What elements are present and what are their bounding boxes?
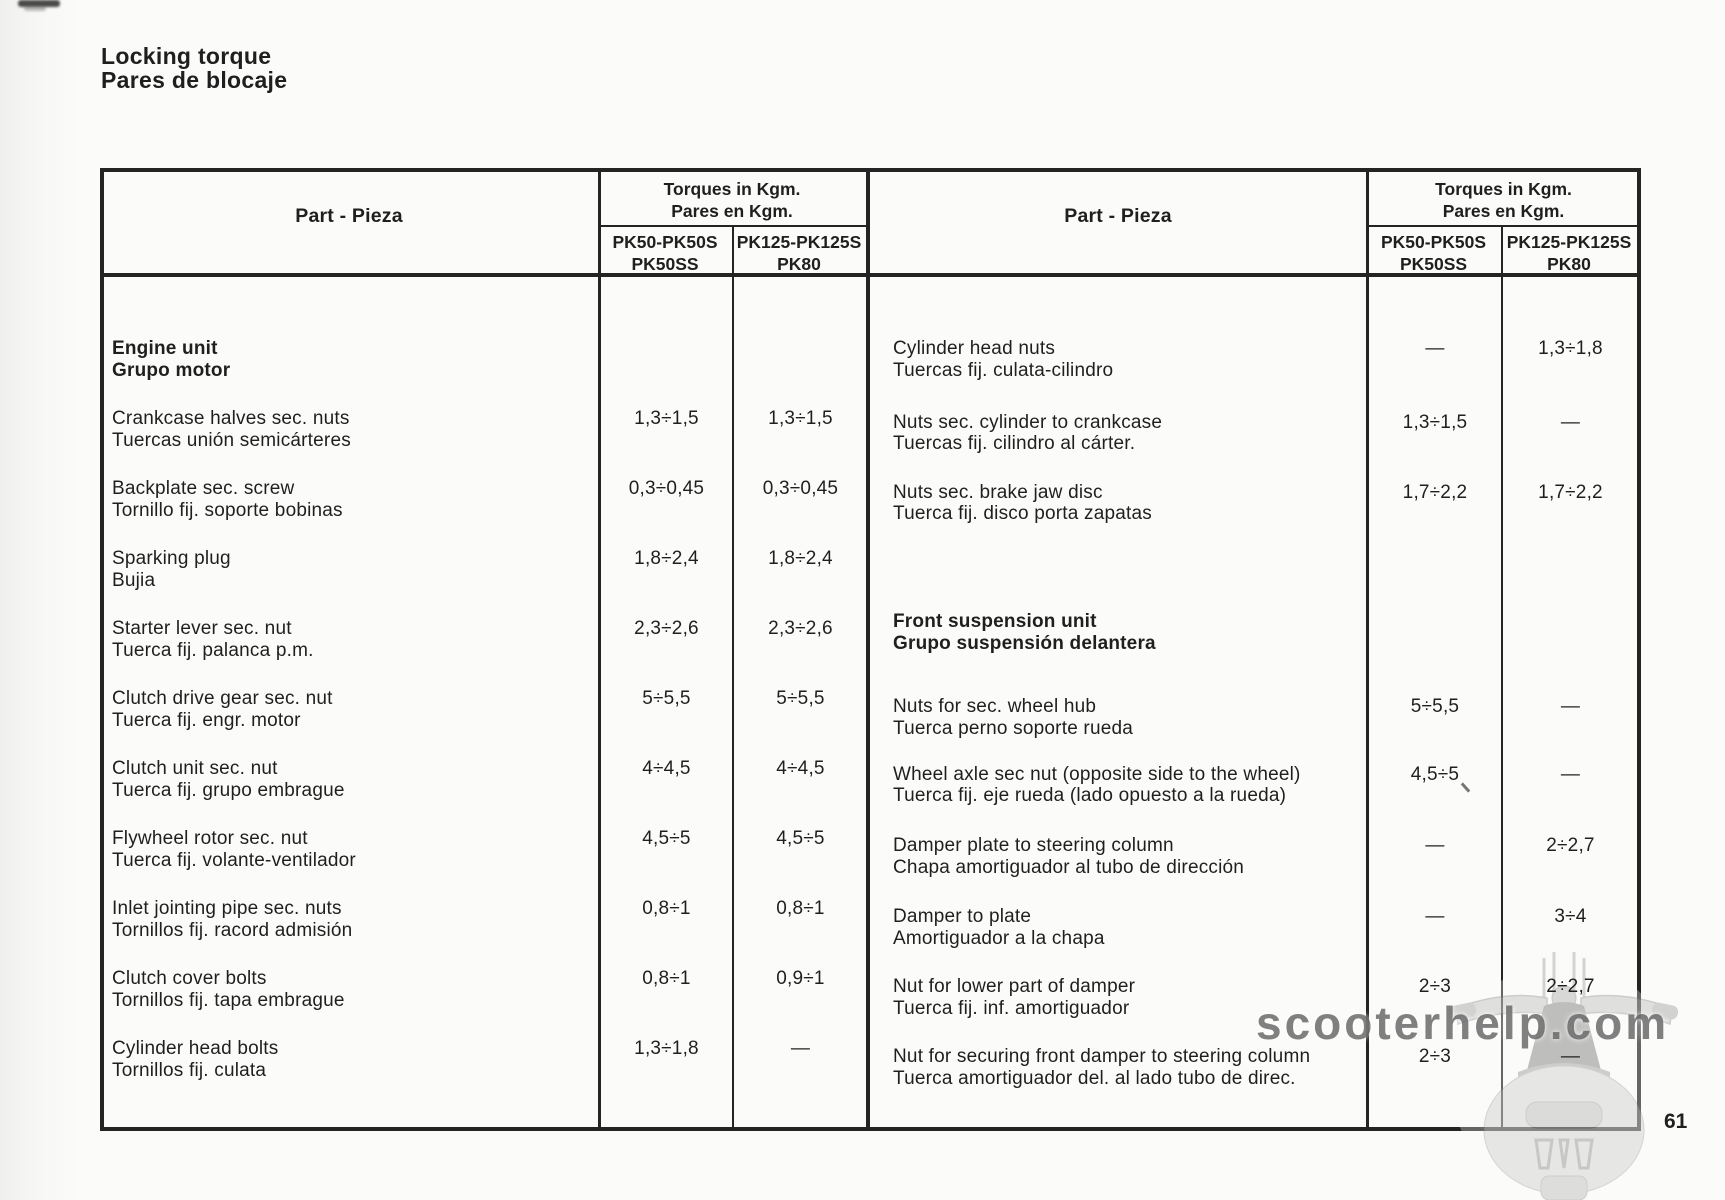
table-row-part	[112, 408, 584, 451]
table-row-part	[893, 764, 1373, 807]
torque-value-pk125-pk80: 0,8÷1	[776, 898, 825, 919]
part-name-en: Wheel axle sec nut (opposite side to the wheel)	[893, 763, 1301, 785]
header-divider	[598, 225, 870, 227]
part-name-es: Chapa amortiguador al tubo de dirección	[893, 856, 1245, 878]
part-column-header: Part - Pieza	[295, 205, 403, 227]
table-row-part	[112, 1038, 584, 1081]
torque-value-pk50-pk50s: 5÷5,5	[1410, 696, 1460, 718]
table-row-part	[112, 618, 584, 661]
torque-value-pk125-pk80: 0,3÷0,45	[762, 478, 839, 499]
table-row-part	[893, 906, 1373, 949]
table-border-top	[100, 168, 1640, 172]
torque-value-pk125-pk80: —	[1560, 1046, 1581, 1068]
part-name-en: Flywheel rotor sec. nut	[112, 828, 308, 849]
table-border-left	[100, 168, 104, 1131]
part-name-en: Crankcase halves sec. nuts	[112, 408, 350, 429]
torque-value-pk125-pk80: 3÷4	[1554, 906, 1587, 928]
torque-value-pk125-pk80: 4,5÷5	[776, 828, 825, 849]
model-header-pk125	[732, 231, 866, 275]
part-name-en: Sparking plug	[112, 548, 231, 569]
part-name-es: Amortiguador a la chapa	[893, 927, 1105, 949]
torque-value-pk125-pk80: 2,3÷2,6	[768, 618, 833, 639]
part-name-en: Damper plate to steering column	[893, 835, 1174, 856]
torque-value-pk125-pk80: 2÷2,7	[1546, 976, 1595, 998]
part-name-en: Inlet jointing pipe sec. nuts	[112, 898, 342, 919]
model-header-line: PK50SS	[1399, 254, 1468, 274]
scan-smudge	[24, 6, 46, 11]
part-name-es: Tuercas unión semicárteres	[112, 429, 351, 451]
torque-value-pk50-pk50s: 0,3÷0,45	[628, 478, 705, 499]
torque-value-pk50-pk50s: 2,3÷2,6	[634, 618, 699, 639]
page-number: 61	[1664, 1110, 1688, 1133]
part-name-en: Nuts sec. cylinder to crankcase	[893, 411, 1163, 433]
model-header-pk50	[598, 231, 732, 275]
part-name-es: Grupo motor	[112, 359, 231, 381]
table-row-part	[893, 338, 1373, 381]
torque-value-pk50-pk50s: 1,8÷2,4	[634, 548, 699, 569]
torque-value-pk125-pk80: 1,3÷1,8	[1538, 338, 1603, 359]
part-name-en: Nuts for sec. wheel hub	[893, 696, 1097, 718]
watermark-text: scooterhelp.com	[1256, 997, 1670, 1049]
part-name-es: Tornillos fij. racord admisión	[112, 919, 353, 941]
part-name-en: Engine unit	[112, 338, 218, 359]
part-name-es: Tuerca perno soporte rueda	[893, 717, 1134, 739]
table-row-part	[112, 968, 584, 1011]
page-title-es: Pares de blocaje	[101, 67, 288, 93]
part-name-es: Tuercas fij. cilindro al cárter.	[893, 433, 1136, 454]
torque-value-pk50-pk50s: 4÷4,5	[642, 758, 691, 779]
part-name-es: Tuerca fij. disco porta zapatas	[893, 503, 1152, 524]
part-name-es: Tuerca amortiguador del. al lado tubo de direc.	[893, 1067, 1296, 1089]
torques-header-es: Pares en Kgm.	[1442, 201, 1565, 221]
table-row-part	[893, 696, 1373, 739]
part-name-es: Tuerca fij. engr. motor	[112, 709, 301, 731]
torque-value-pk50-pk50s: 4,5÷5	[1410, 763, 1460, 785]
torque-value-pk125-pk80: —	[1560, 411, 1581, 433]
table-row-part	[112, 898, 584, 941]
table-row-part	[112, 548, 584, 591]
torque-value-pk125-pk80: 1,8÷2,4	[768, 548, 833, 569]
model-header-line: PK50-PK50S	[1380, 232, 1487, 252]
model-header-line: PK125-PK125S	[1506, 232, 1632, 252]
torque-value-pk50-pk50s: 0,8÷1	[642, 898, 691, 919]
model-header-line: PK80	[1547, 254, 1591, 274]
table-row-part	[112, 688, 584, 731]
part-name-en: Clutch cover bolts	[112, 968, 267, 989]
table-row-part	[893, 835, 1373, 878]
part-name-es: Tuerca fij. eje rueda (lado opuesto a la rueda)	[893, 785, 1287, 807]
part-name-en: Nut for securing front damper to steering column	[893, 1046, 1311, 1068]
torque-value-pk125-pk80: 1,3÷1,5	[768, 408, 833, 429]
torque-value-pk50-pk50s: —	[1425, 835, 1445, 856]
part-column-header: Part - Pieza	[1064, 205, 1172, 227]
model-header-pk125	[1501, 231, 1637, 275]
model-header-line: PK125-PK125S	[736, 232, 862, 252]
part-name-en: Front suspension unit	[893, 611, 1097, 632]
torque-value-pk125-pk80: —	[790, 1038, 811, 1059]
model-header-line: PK80	[777, 254, 821, 274]
torque-value-pk50-pk50s: 1,3÷1,5	[1402, 411, 1468, 433]
table-row-part	[112, 758, 584, 801]
part-name-en: Backplate sec. screw	[112, 478, 295, 499]
part-name-en: Cylinder head nuts	[893, 338, 1056, 359]
model-header-pk50	[1366, 231, 1501, 275]
torque-value-pk50-pk50s: 5÷5,5	[642, 688, 691, 709]
part-name-en: Starter lever sec. nut	[112, 618, 292, 639]
section-heading	[893, 611, 1373, 654]
part-name-es: Grupo suspensión delantera	[893, 632, 1156, 654]
page-title-en: Locking torque	[101, 43, 272, 69]
torque-value-pk50-pk50s: —	[1425, 338, 1445, 359]
part-name-es: Tuerca fij. volante-ventilador	[112, 849, 356, 871]
torque-value-pk50-pk50s: 2÷3	[1418, 1046, 1452, 1068]
part-name-en: Clutch unit sec. nut	[112, 758, 278, 779]
table-row-part	[112, 828, 584, 871]
torques-header-es: Pares en Kgm.	[671, 201, 793, 221]
torque-value-pk125-pk80: 4÷4,5	[776, 758, 825, 779]
part-name-es: Tuercas fij. culata-cilindro	[893, 359, 1114, 381]
part-name-es: Tornillos fij. culata	[112, 1059, 267, 1081]
part-name-es: Tornillos fij. tapa embrague	[112, 989, 345, 1011]
torque-value-pk50-pk50s: 1,3÷1,8	[634, 1038, 699, 1059]
torque-value-pk50-pk50s: —	[1425, 906, 1445, 928]
model-header-line: PK50SS	[631, 254, 699, 274]
model-header-line: PK50-PK50S	[612, 232, 718, 252]
part-name-en: Clutch drive gear sec. nut	[112, 688, 333, 709]
part-name-en: Nut for lower part of damper	[893, 976, 1136, 998]
table-row-part	[893, 1046, 1373, 1089]
table-row-part	[112, 478, 584, 521]
table-row-part	[893, 412, 1373, 455]
part-name-en: Nuts sec. brake jaw disc	[893, 481, 1103, 503]
part-name-en: Damper to plate	[893, 906, 1032, 928]
part-name-es: Tuerca fij. grupo embrague	[112, 779, 345, 801]
torque-value-pk125-pk80: 5÷5,5	[776, 688, 825, 709]
torque-value-pk50-pk50s: 1,3÷1,5	[634, 408, 699, 429]
part-name-es: Tuerca fij. inf. amortiguador	[893, 997, 1130, 1019]
table-row-part	[893, 482, 1373, 525]
torques-header-en: Torques in Kgm.	[663, 179, 801, 199]
torque-value-pk125-pk80: 0,9÷1	[776, 968, 825, 989]
part-name-en: Cylinder head bolts	[112, 1038, 279, 1059]
column-divider	[732, 226, 734, 1127]
torque-value-pk125-pk80: 1,7÷2,2	[1538, 481, 1603, 503]
torque-value-pk50-pk50s: 2÷3	[1418, 976, 1452, 998]
torque-value-pk50-pk50s: 1,7÷2,2	[1402, 481, 1468, 503]
table-border-bottom	[100, 1127, 1640, 1131]
torque-value-pk125-pk80: —	[1560, 696, 1581, 718]
torque-value-pk125-pk80: —	[1560, 763, 1581, 785]
section-heading	[112, 338, 584, 381]
part-name-es: Tornillo fij. soporte bobinas	[112, 499, 343, 521]
table-row-part	[893, 976, 1373, 1019]
torque-value-pk50-pk50s: 0,8÷1	[642, 968, 691, 989]
torques-header-en: Torques in Kgm.	[1435, 179, 1572, 199]
header-divider	[1366, 225, 1641, 227]
torque-value-pk50-pk50s: 4,5÷5	[642, 828, 691, 849]
part-name-es: Tuerca fij. palanca p.m.	[112, 639, 314, 661]
torque-value-pk125-pk80: 2÷2,7	[1546, 835, 1595, 856]
part-name-es: Bujia	[112, 569, 156, 591]
